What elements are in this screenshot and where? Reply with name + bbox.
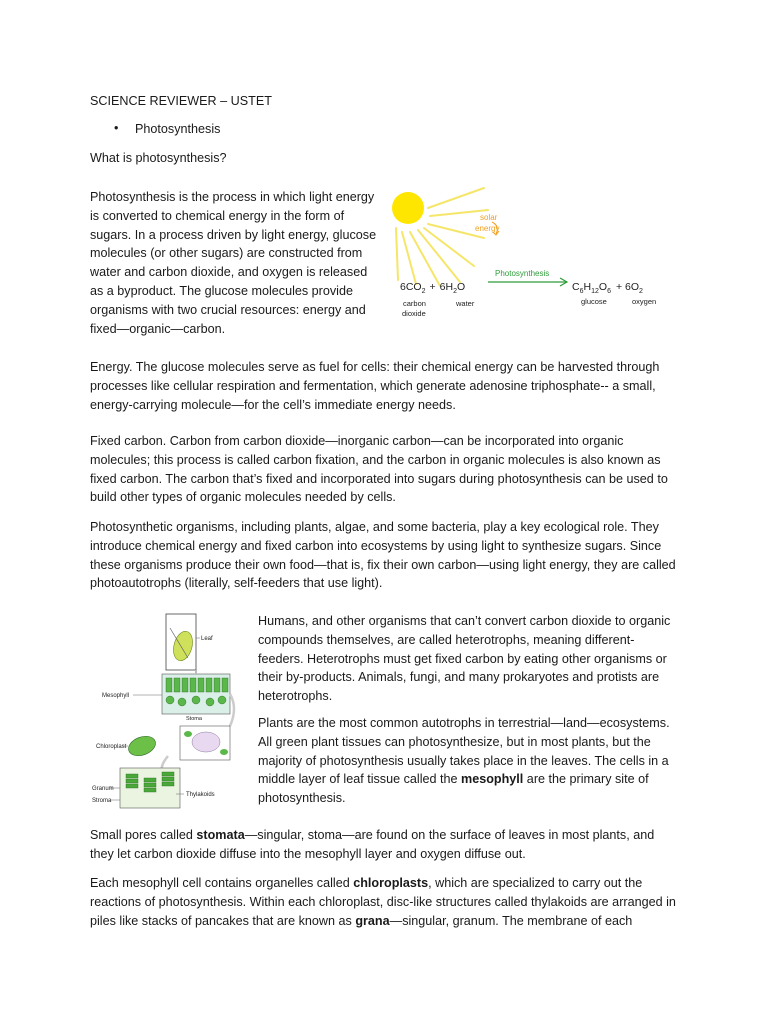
label-thylakoids: Thylakoids <box>186 792 215 798</box>
intro-paragraph: Photosynthesis is the process in which light energy is converted to chemical energy in the form of sugars. In a process driven by light energy, glucose molecules (or other sugars) are constructed from water and carbon dioxide, and oxygen is released as a byproduct. The glucose molecules provide organisms with two crucial resources: energy and fixed—organic—carbon. <box>90 190 377 336</box>
leaf-structure-figure <box>88 608 248 812</box>
grana-term: grana <box>355 913 390 928</box>
chloroplast-text-middle: , which are specialized to carry out the reactions of photosynthesis. Within each chloroplast, disc-like structures called thylakoids are arranged in piles like stacks of pancakes that are known as <box>90 876 676 928</box>
photosynthesis-equation-figure <box>388 182 668 322</box>
label-oxygen: oxygen <box>632 297 657 306</box>
solar-label: solar <box>480 213 498 222</box>
chloroplast-text-end: —singular, granum. The membrane of each <box>389 913 633 928</box>
plants-text-start: Plants are the most common autotrophs in terrestrial—land—ecosystems. All green plant tissues can photosynthesize, but in most plants, but the majority of photosynthesis usually takes place in the leaves. The cells in a middle layer of leaf tissue called the <box>258 716 670 787</box>
document-heading: SCIENCE REVIEWER – USTET <box>90 94 272 108</box>
stomata-paragraph <box>90 826 680 864</box>
fixed-carbon-paragraph: Fixed carbon. Carbon from carbon dioxide—inorganic carbon—can be incorporated into organic molecules; this process is called carbon fixation, and the carbon in organic molecules is also known as fixed carbon. The carbon that’s fixed and incorporated into sugars during photosynthesis can be used to build other types of organic molecules needed by cells. <box>90 434 668 505</box>
label-dioxide: dioxide <box>402 309 426 318</box>
label-leaf: Leaf <box>201 636 213 642</box>
label-mesophyll: Mesophyll <box>102 693 130 699</box>
photosynthesis-arrow-label: Photosynthesis <box>495 269 550 278</box>
stomata-text-end: —singular, stoma—are found on the surface of leaves in most plants, and they let carbon dioxide diffuse into the mesophyll layer and oxygen diffuse out. <box>90 828 655 861</box>
bullet-point: • <box>114 121 119 135</box>
label-glucose: glucose <box>581 297 607 306</box>
bullet-item-photosynthesis: Photosynthesis <box>135 122 221 136</box>
question-heading: What is photosynthesis? <box>90 151 227 165</box>
autotrophs-paragraph <box>258 714 678 808</box>
stomata-text-start: Small pores called <box>90 828 197 842</box>
energy-label: energy <box>475 224 500 233</box>
photoautotrophs-paragraph: Photosynthetic organisms, including plants, algae, and some bacteria, play a key ecological role. They introduce chemical energy and fixed carbon into ecosystems by using light to synthesize sugars. Since these organisms produce their own food—that is, fix their own carbon—using light energy, they are called photoautotrophs (literally, self-feeders that use light). <box>90 520 676 591</box>
label-stroma: Stroma <box>92 798 112 804</box>
mesophyll-term: mesophyll <box>461 772 524 787</box>
plants-text-end: are the primary site of photosynthesis. <box>258 772 649 806</box>
energy-paragraph: Energy. The glucose molecules serve as fuel for cells: their chemical energy can be harvested through processes like cellular respiration and fermentation, which generate adenosine triphosphate-- a small, energy-carrying molecule—for the cell’s immediate energy needs. <box>90 360 660 412</box>
label-granum: Granum <box>92 786 114 792</box>
equation-reactants: $6CO_2 + 6H_2O$ <box>400 281 466 295</box>
label-chloroplast: Chloroplast <box>96 744 127 750</box>
heterotrophs-paragraph: Humans, and other organisms that can’t convert carbon dioxide to organic compounds themselves, are called heterotrophs, meaning different-feeders. Heterotrophs must get fixed carbon by eating other organisms or their by-products. Animals, fungi, and many prokaryotes and protists are heterotrophs. <box>258 614 671 704</box>
chloroplast-paragraph <box>90 874 680 930</box>
chloroplast-text-start: Each mesophyll cell contains organelles called <box>90 876 354 890</box>
chloroplasts-term: chloroplasts <box>353 876 429 890</box>
label-water: water <box>456 299 475 308</box>
sun-icon <box>392 192 424 224</box>
label-carbon: carbon <box>403 299 426 308</box>
equation-products: $C_6H_{12}O_6 + 6O_2$ <box>572 281 643 295</box>
stomata-term: stomata <box>196 828 245 842</box>
label-stoma: Stoma <box>186 716 202 722</box>
